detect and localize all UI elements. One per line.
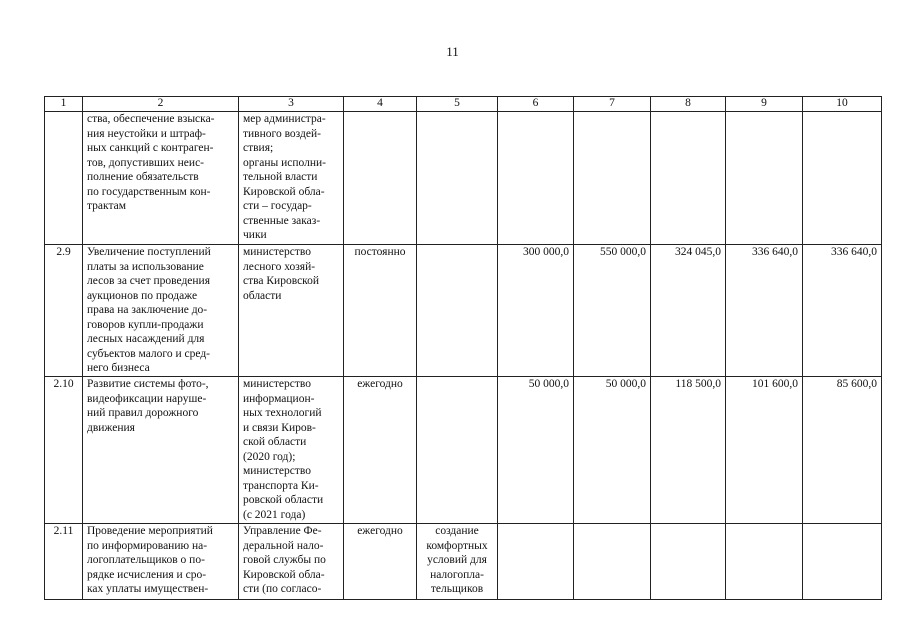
result-cell bbox=[417, 377, 498, 524]
value-cell bbox=[574, 524, 651, 600]
table-row bbox=[45, 245, 882, 377]
col-header: 1 bbox=[45, 97, 83, 112]
value-cell: 300 000,0 bbox=[498, 245, 574, 377]
col-header: 5 bbox=[417, 97, 498, 112]
col-header: 2 bbox=[83, 97, 239, 112]
measure-text: ства, обеспечение взыска- ния неустойки и штраф- ных санкций с контраген- тов, допустивших неис- полнение обязательств по государственным кон- трактам bbox=[83, 112, 239, 245]
value-cell: 550 000,0 bbox=[574, 245, 651, 377]
row-number: 2.9 bbox=[45, 245, 83, 377]
value-cell bbox=[574, 112, 651, 245]
period-cell bbox=[344, 112, 417, 245]
page-number: 11 bbox=[446, 44, 459, 59]
table-row bbox=[45, 524, 882, 600]
executor-text: мер администра- тивного воздей- ствия; органы исполни- тельной власти Кировской обла- сти – государ- ственные заказ- чики bbox=[239, 112, 344, 245]
period-cell: ежегодно bbox=[344, 524, 417, 600]
value-cell: 324 045,0 bbox=[651, 245, 726, 377]
program-measures-table bbox=[44, 96, 882, 600]
value-cell bbox=[498, 524, 574, 600]
measure-text: Проведение мероприятий по информированию на- логоплательщиков о по- рядке исчисления и сро- ках уплаты имуществен- bbox=[83, 524, 239, 600]
col-header: 8 bbox=[651, 97, 726, 112]
value-cell bbox=[651, 524, 726, 600]
row-number: 2.11 bbox=[45, 524, 83, 600]
table-row bbox=[45, 377, 882, 524]
period-cell: ежегодно bbox=[344, 377, 417, 524]
executor-text: министерство информацион- ных технологий и связи Киров- ской области (2020 год); министерство транспорта Ки- ровской области (с 2021 года) bbox=[239, 377, 344, 524]
executor-text: Управление Фе- деральной нало- говой службы по Кировской обла- сти (по согласо- bbox=[239, 524, 344, 600]
value-cell: 118 500,0 bbox=[651, 377, 726, 524]
table-row bbox=[45, 112, 882, 245]
value-cell: 336 640,0 bbox=[803, 245, 882, 377]
measure-text: Увеличение поступлений платы за использование лесов за счет проведения аукционов по продаже права на заключение до- говоров купли-продажи лесных насаждений для субъектов малого и сред- него бизнеса bbox=[83, 245, 239, 377]
value-cell: 85 600,0 bbox=[803, 377, 882, 524]
result-cell: создание комфортных условий для налогопла- тельщиков bbox=[417, 524, 498, 600]
value-cell: 101 600,0 bbox=[726, 377, 803, 524]
row-number bbox=[45, 112, 83, 245]
col-header: 10 bbox=[803, 97, 882, 112]
col-header: 7 bbox=[574, 97, 651, 112]
result-cell bbox=[417, 112, 498, 245]
executor-text: министерство лесного хозяй- ства Кировской области bbox=[239, 245, 344, 377]
value-cell: 50 000,0 bbox=[498, 377, 574, 524]
period-cell: постоянно bbox=[344, 245, 417, 377]
value-cell bbox=[651, 112, 726, 245]
value-cell bbox=[726, 524, 803, 600]
value-cell bbox=[726, 112, 803, 245]
column-number-row bbox=[45, 97, 882, 112]
measure-text: Развитие системы фото-, видеофиксации наруше- ний правил дорожного движения bbox=[83, 377, 239, 524]
value-cell bbox=[803, 112, 882, 245]
result-cell bbox=[417, 245, 498, 377]
col-header: 4 bbox=[344, 97, 417, 112]
value-cell bbox=[498, 112, 574, 245]
value-cell: 336 640,0 bbox=[726, 245, 803, 377]
col-header: 6 bbox=[498, 97, 574, 112]
value-cell bbox=[803, 524, 882, 600]
col-header: 3 bbox=[239, 97, 344, 112]
col-header: 9 bbox=[726, 97, 803, 112]
value-cell: 50 000,0 bbox=[574, 377, 651, 524]
row-number: 2.10 bbox=[45, 377, 83, 524]
